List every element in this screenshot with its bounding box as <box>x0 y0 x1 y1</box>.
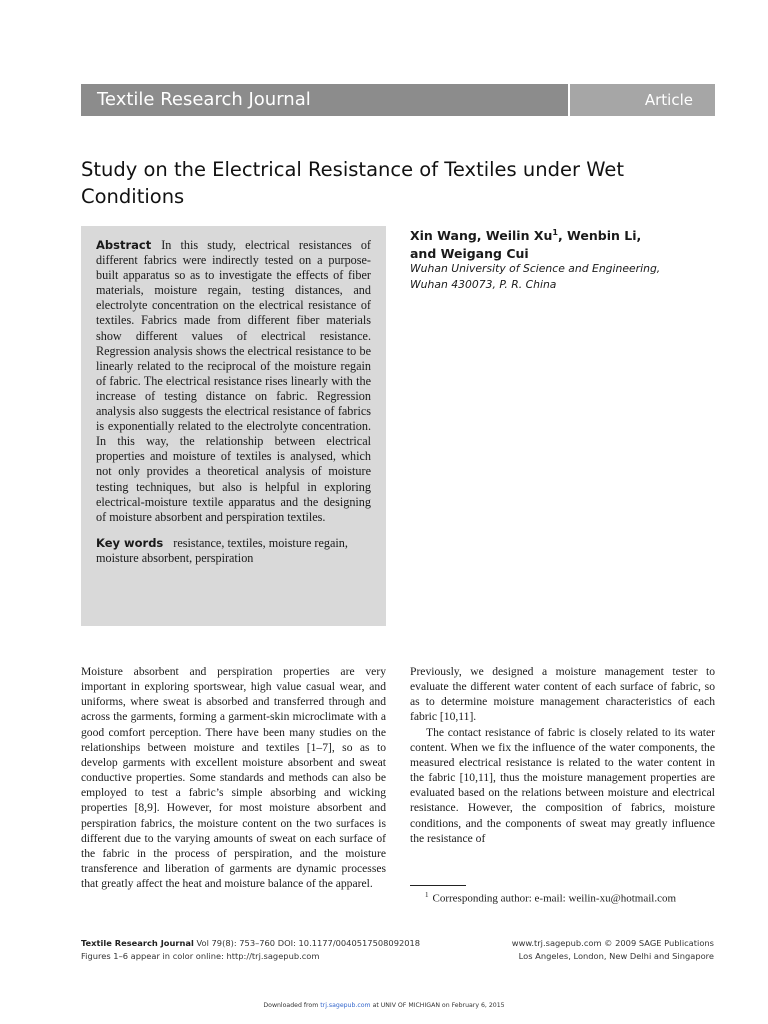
footer-copyright: www.trj.sagepub.com © 2009 SAGE Publications <box>511 938 714 948</box>
download-prefix: Downloaded from <box>263 1002 319 1009</box>
footer-figures-note: Figures 1–6 appear in color online: http://trj.sagepub.com <box>81 950 320 961</box>
download-notice <box>0 1002 768 1009</box>
footnote-rule <box>410 885 466 886</box>
article-type: Article <box>570 84 715 116</box>
download-site-link[interactable]: trj.sagepub.com <box>320 1002 371 1009</box>
keywords-label: Key words <box>96 535 164 550</box>
author-list-part: Xin Wang, Weilin Xu <box>410 228 553 244</box>
footer-publisher <box>512 937 714 962</box>
body-column-left: Moisture absorbent and perspiration properties are very important in exploring sportswear, high value casual wear, and uniforms, where sweat is absorbed and transferred through and across the garments, forming a garment-skin microclimate with a good comfort perception. There have been many studies on the relationships between moisture and textiles [1–7], so as to develop garments with excellent moisture absorbent and sweat conductive properties. Some standards and methods can also be employed to test a fabric’s simple absorbing and wicking properties [8,9]. However, for most moisture absorbent and perspiration fabrics, the moisture content on the two surfaces is different due to the varying amounts of sweat on each surface of the fabric in the process of perspiration, and the moisture transference and liberation of garments are dynamic processes that greatly affect the heat and moisture balance of the apparel. <box>81 665 386 891</box>
footnote <box>425 888 715 906</box>
footer-citation <box>81 937 420 962</box>
footnote-marker: 1 <box>425 891 429 899</box>
footer-locations: Los Angeles, London, New Delhi and Singapore <box>518 950 714 961</box>
body-column-right <box>410 664 715 846</box>
footer-doi: Vol 79(8): 753–760 DOI: 10.1177/0040517508092018 <box>196 938 421 948</box>
abstract-label: Abstract <box>96 238 152 252</box>
keywords <box>96 536 371 566</box>
download-suffix: at UNIV OF MICHIGAN on February 6, 2015 <box>372 1002 505 1009</box>
affiliation-line: Wuhan 430073, P. R. China <box>410 278 557 291</box>
journal-banner <box>81 84 715 116</box>
footnote-text: Corresponding author: e-mail: weilin-xu@hotmail.com <box>432 892 677 905</box>
authors <box>410 224 710 263</box>
affiliation <box>410 261 710 293</box>
footer-journal: Textile Research Journal <box>81 938 194 948</box>
author-list-part: and Weigang Cui <box>410 246 529 262</box>
article-title: Study on the Electrical Resistance of Textiles under Wet Conditions <box>81 158 625 208</box>
abstract <box>96 238 371 525</box>
body-paragraph: Previously, we designed a moisture management tester to evaluate the different water content of each surface of fabric, so as to determine moisture management characteristics of each fabric [10,11]. <box>410 665 715 724</box>
affiliation-line: Wuhan University of Science and Engineering, <box>410 262 661 275</box>
abstract-text: In this study, electrical resistances of different fabrics were indirectly tested on a purpose-built apparatus so as to investigate the effects of fiber materials, moisture regain, testing distances, and electrolyte concentration on the electrical resistance of textiles. Fabrics made from different fiber materials show different values of electrical resistance. Regression analysis shows the electrical resistance to be linearly related to the reciprocal of the moisture regain of fabric. The electrical resistance rises linearly with the increase of testing distance on fabric. Regression analysis also suggests the electrical resistance of fabrics is exponentially related to the electrolyte concentration. In this way, the relationship between electrical properties and moisture of textiles is analysed, which not only provides a theoretical analysis of moisture testing techniques, but also is helpful in exploring electrical-moisture textile apparatus and the designing of moisture absorbent and perspiration textiles. <box>96 238 371 524</box>
abstract-box <box>81 226 386 626</box>
journal-name: Textile Research Journal <box>81 84 568 116</box>
body-paragraph: The contact resistance of fabric is closely related to its water content. When we fix the influence of the water components, the measured electrical resistance is related to the water content in the fabric [10,11], thus the moisture management properties are evaluated based on the relations between moisture and electrical resistance. However, the composition of fabrics, moisture conditions, and the components of sweat may greatly influence the resistance of <box>410 725 715 845</box>
author-list-part: , Wenbin Li, <box>557 228 642 244</box>
author-footnote-marker: 1 <box>552 228 558 237</box>
keywords-text: resistance, textiles, moisture regain, moisture absorbent, perspiration <box>96 535 348 565</box>
